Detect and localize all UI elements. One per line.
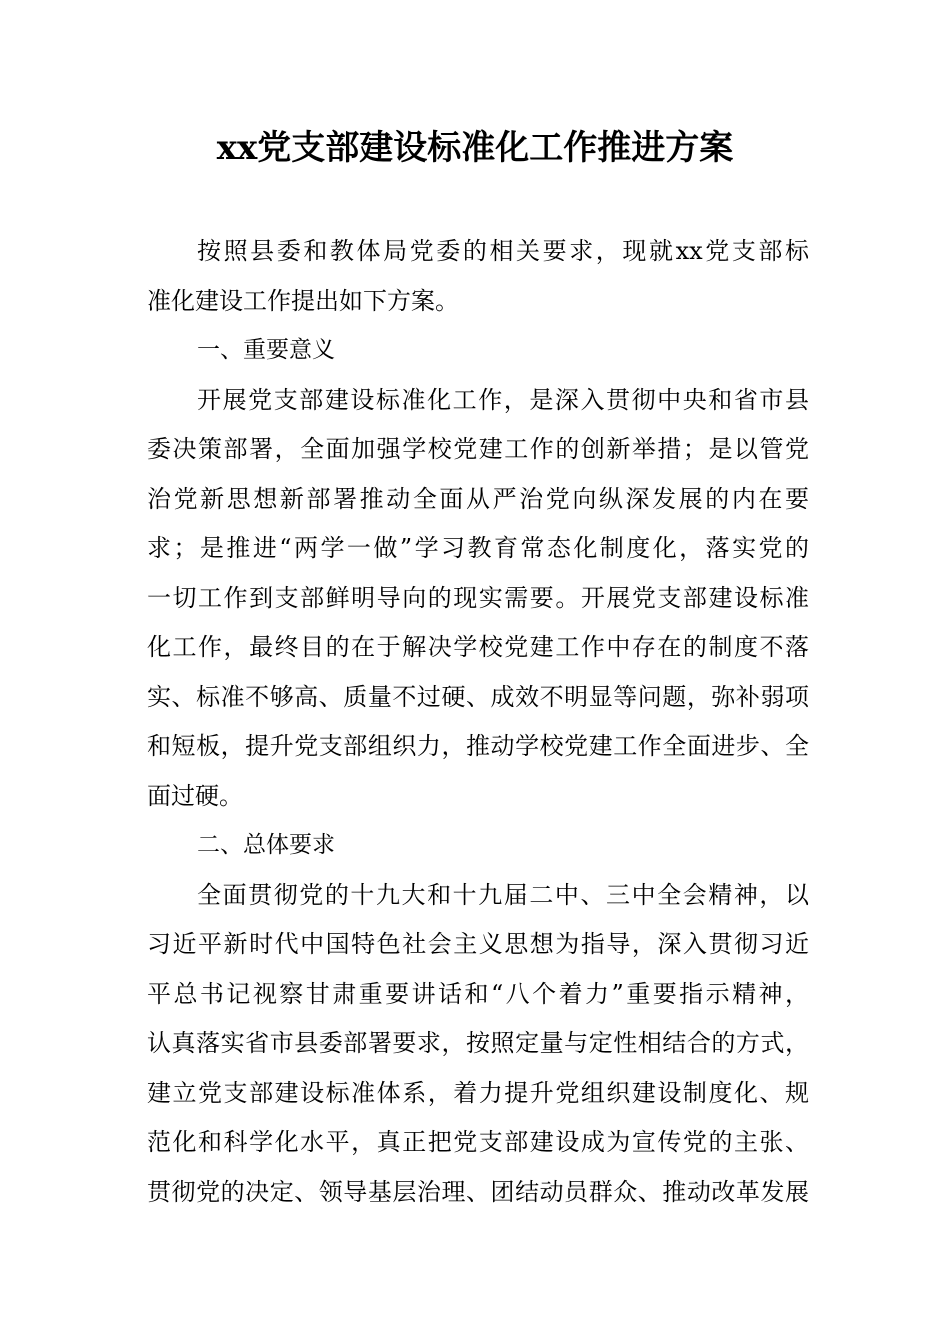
document-body — [147, 227, 809, 1217]
paragraph-line: 治党新思想新部署推动全面从严治党向纵深发展的内在要 — [147, 484, 809, 513]
paragraph-line: 认真落实省市县委部署要求，按照定量与定性相结合的方式， — [147, 1029, 809, 1057]
paragraph-line: 求；是推进“两学一做”学习教育常态化制度化，落实党的 — [147, 534, 809, 562]
paragraph-line: 准化建设工作提出如下方案。 — [147, 286, 459, 315]
paragraph-line: 范化和科学化水平，真正把党支部建设成为宣传党的主张、 — [147, 1128, 809, 1156]
paragraph-line: 化工作，最终目的在于解决学校党建工作中存在的制度不落 — [147, 633, 809, 661]
paragraph-line: 习近平新时代中国特色社会主义思想为指导，深入贯彻习近 — [147, 930, 809, 958]
paragraph-line: 一切工作到支部鲜明导向的现实需要。开展党支部建设标准 — [147, 583, 809, 612]
paragraph-line: 开展党支部建设标准化工作，是深入贯彻中央和省市县 — [197, 385, 809, 414]
paragraph-line: 实、标准不够高、质量不过硬、成效不明显等问题，弥补弱项 — [147, 682, 809, 711]
paragraph-line: 面过硬。 — [147, 781, 243, 810]
paragraph-line: 委决策部署，全面加强学校党建工作的创新举措；是以管党 — [147, 435, 809, 463]
paragraph-line: 平总书记视察甘肃重要讲话和“八个着力”重要指示精神， — [147, 979, 809, 1008]
paragraph-line: 贯彻党的决定、领导基层治理、团结动员群众、推动改革发展 — [147, 1177, 809, 1206]
document-title: xx党支部建设标准化工作推进方案 — [216, 128, 734, 168]
section-heading: 一、重要意义 — [197, 337, 335, 363]
paragraph-line: 全面贯彻党的十九大和十九届二中、三中全会精神，以 — [197, 880, 809, 909]
paragraph-line: 按照县委和教体局党委的相关要求，现就xx党支部标 — [197, 237, 809, 265]
paragraph-line: 和短板，提升党支部组织力，推动学校党建工作全面进步、全 — [147, 732, 809, 760]
paragraph-line: 建立党支部建设标准体系，着力提升党组织建设制度化、规 — [147, 1078, 809, 1107]
section-heading: 二、总体要求 — [197, 832, 335, 858]
